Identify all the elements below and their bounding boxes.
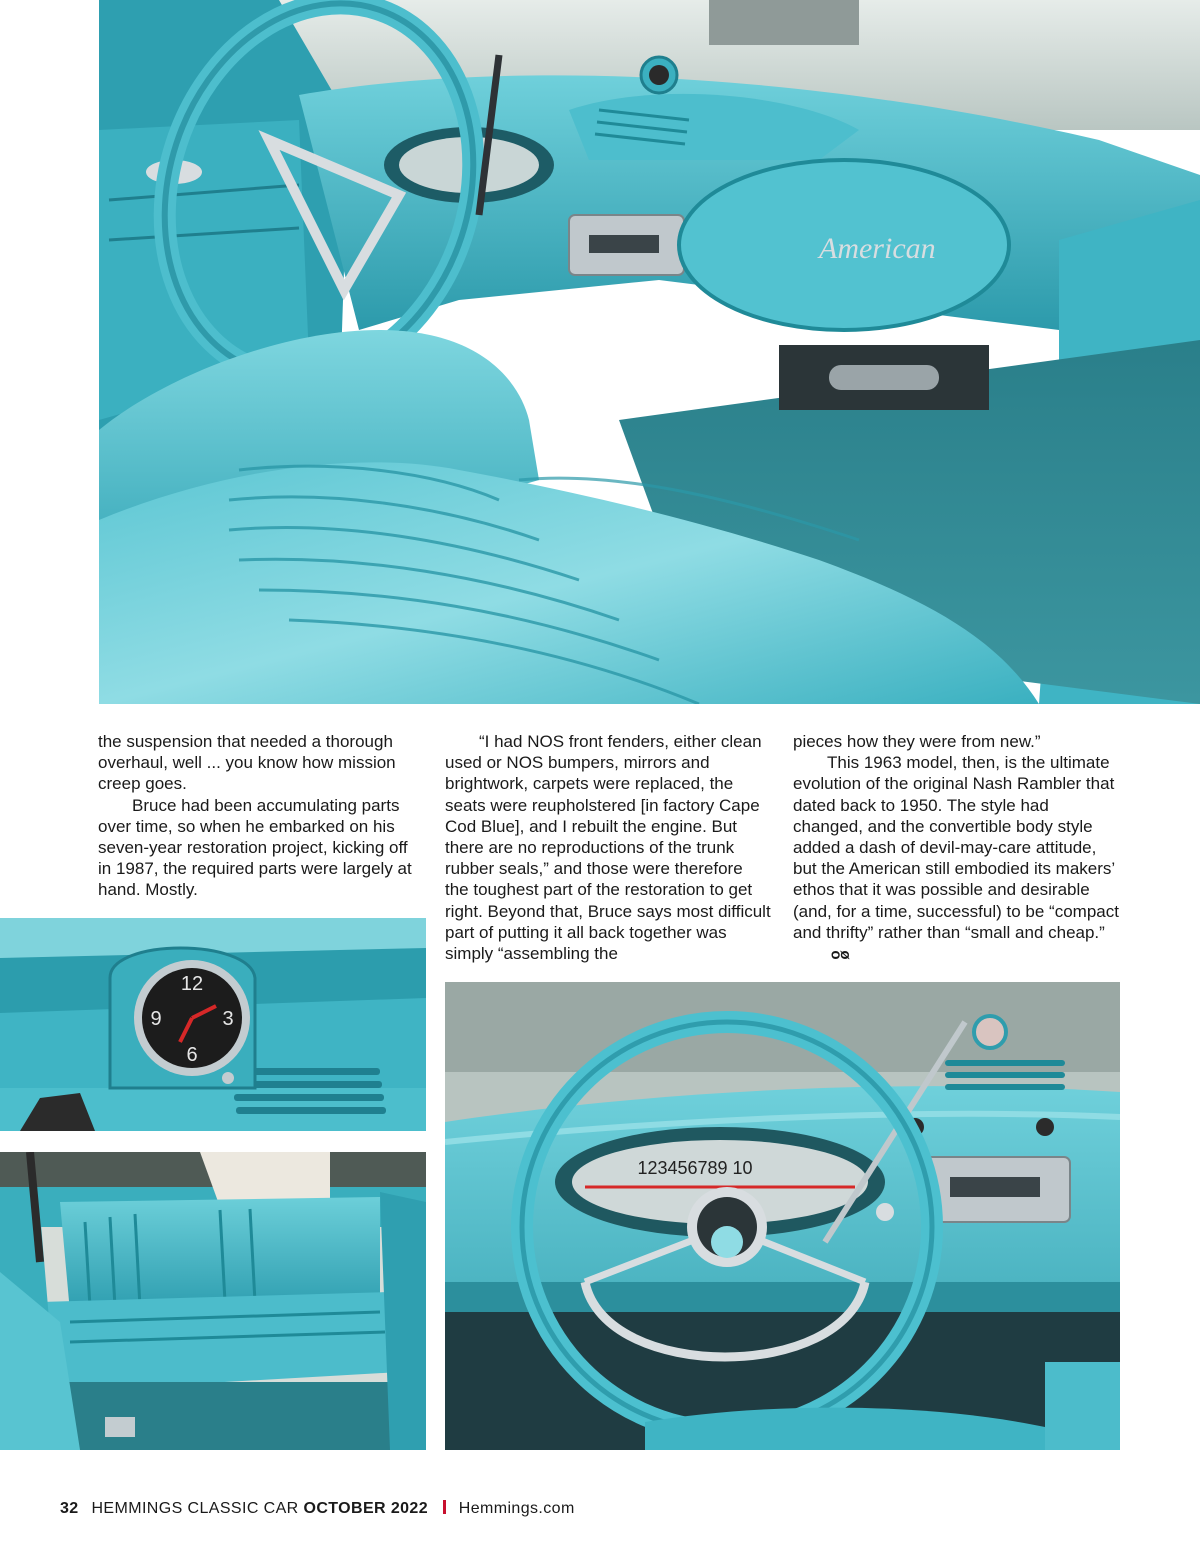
footer-divider [443,1500,446,1514]
rear-seat-photo [0,1152,426,1450]
article-paragraph-with-end-mark [793,752,1119,965]
article-column-1 [98,731,418,901]
steering-wheel-illustration [445,982,1120,1450]
clock-numeral-6: 6 [186,1044,198,1066]
article-paragraph: pieces how they were from new.” [793,732,1041,751]
article-paragraph: This 1963 model, then, is the ultimate evolution of the original Nash Rambler that dated back to 1950. The style had changed, and the convertible body style added a dash of devil-may-care attitude, but the American still embodied its makers’ ethos that it was possible and desirable (and, for a time, successful) to be “compact and thrifty” rather than “small and cheap.” [793,753,1119,942]
interior-front-seat-photo [99,0,1200,704]
clock-numeral-9: 9 [150,1008,162,1030]
article-column-3 [793,731,1119,965]
article-paragraph: Bruce had been accumulating parts over time, so when he embarked on his seven-year restoration project, kicking off in 1987, the required parts were largely at hand. Mostly. [98,795,412,900]
magazine-name: HEMMINGS CLASSIC CAR [91,1500,299,1517]
speedometer-digits: 123456789 10 [637,1158,753,1178]
interior-front-seat-illustration [99,0,1200,704]
page-footer [60,1500,575,1518]
article-paragraph: the suspension that needed a thorough overhaul, well ... you know how mission creep goes. [98,732,396,794]
page-number: 32 [60,1500,79,1517]
dashboard-clock-illustration [0,918,426,1131]
clock-numeral-12: 12 [180,973,204,995]
steering-wheel-photo [445,982,1120,1450]
end-mark-icon: ᴑᴓ [831,946,850,964]
rear-seat-illustration [0,1152,426,1450]
glovebox-script: American [819,232,936,265]
clock-numeral-3: 3 [222,1008,234,1030]
dashboard-clock-photo [0,918,426,1131]
website-link[interactable]: Hemmings.com [458,1500,575,1517]
article-paragraph: “I had NOS front fenders, either clean used or NOS bumpers, mirrors and brightwork, carpets were replaced, the seats were reupholstered [in factory Cape Cod Blue], and I rebuilt the engine. But there are no reproductions of the trunk rubber seals,” and those were therefore the toughest part of the restoration to get right. Beyond that, Bruce says most difficult part of putting it all back together was simply “assembling the [445,732,771,964]
issue-date: OCTOBER 2022 [303,1500,429,1517]
article-column-2 [445,731,771,964]
